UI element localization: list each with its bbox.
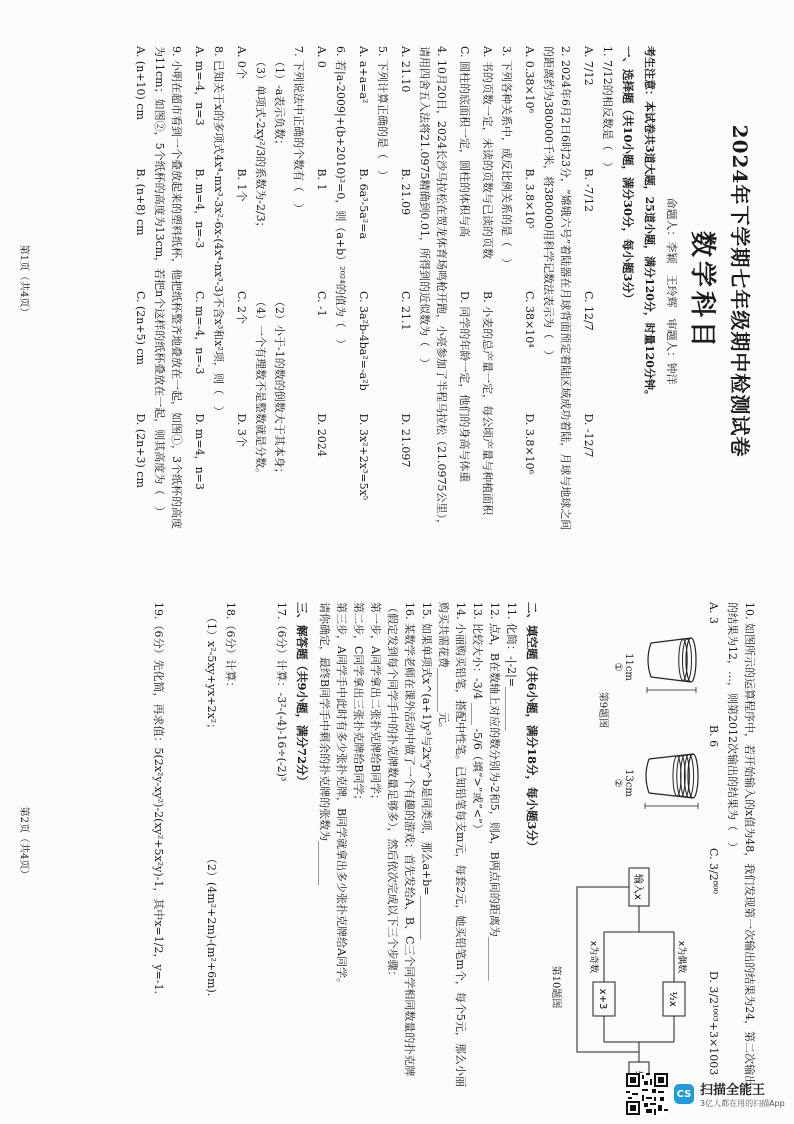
cup-figure-label-2: ② [612,778,623,788]
question-19: 19.（6分）先化简，再求值：5(2x²y-xy²)-2(xy²+5x²y)-1，其中x=1/2，y=-1. [152,602,165,995]
option-c: C. 3/2⁸⁰⁰ [707,848,720,894]
cup-height-label-2: 13cm [623,769,634,797]
question-10-options [705,602,722,1094]
option-b: B. 1 [315,168,328,191]
question-16-step-1: 第一步，A同学拿出二张扑克牌给B同学； [369,602,382,806]
question-2-options [521,46,538,536]
question-4-options [397,46,414,536]
option-a: A. 0 [315,46,328,68]
statement: （1）-a表示负数； [273,56,286,151]
question-3: 3. 下列各种关系中，成反比例关系的是（ ） [500,46,513,269]
question-10: 10. 如图所示的运算程序中，若开始输入的x值为48，我们发现第一次输出的结果为24，第二次输出的结果为12，…，则第2012次输出的结果为（ ） [726,602,756,1087]
option-a: A. 0.38×10⁶ [523,46,536,114]
option-a: A. 书的页数一定，未读的页数与已读的页数 [481,46,494,259]
question-16: 16. 某数学老师在课外活动中做了一个有趣的游戏：首先发给A、B、C三个同学相同数量的扑克牌（假定发到每个同学手中的扑克牌数量足够多），然后依次完成以下三个步骤： [386,602,416,1077]
answer-space [239,602,273,1094]
camscanner-logo-icon: CS [674,1084,694,1104]
page-2-footer: 第2页（共4页） [18,806,29,880]
question-1-options [580,46,597,536]
question-9-options [132,46,149,536]
question-2: 2. 2024年6月2日6时23分，“嫦娥六号”着陆器在月球背面预定着陆区域成功着陆，月球与地球之间的距离约为380000千米，将380000用科学记数法表示为（ ） [542,46,572,531]
question-3-options-row2 [456,46,473,536]
question-8-options [191,46,208,536]
option-d: D. -12/7 [582,413,595,458]
option-c: C. 38×10⁴ [523,291,536,348]
question-1: 1. 7/12的相反数是（ ） [601,46,614,173]
figures-row [546,602,699,1094]
figure-9-caption: 第9题图 [597,691,608,729]
option-d: D. 3.8×10⁶ [523,413,536,475]
question-14: 14. 小丽购买铅笔，搭配中性笔。已知铅笔每支m元，每套2元，她买铅笔m个，每个5元，那么小丽购买共需花费________元。 [437,602,467,1087]
option-b: B. 1个 [235,168,248,202]
exam-title: 2024年下学期七年级期中检测试卷 [728,124,752,458]
option-d: D. m=4，n=3 [193,413,206,490]
question-6-options [313,46,330,536]
question-16-ask: 请你确定，最终B同学手中剩余的扑克牌的张数为________ [318,602,331,886]
flow-half: ½x [667,991,678,1007]
option-b: B. 21.09 [399,168,412,216]
option-d: D. 2024 [315,413,328,457]
option-b: B. (n+8) cm [134,168,147,236]
exam-notice: 考生注意：本试卷共3道大题，25道小题，满分120分，时量120分钟。 [643,46,656,401]
option-a: A. (n+10) cm [134,46,147,120]
option-d: D. (2n+3) cm [134,413,147,488]
option-d: D. 同学的年龄一定，他们的身高与体重 [458,291,471,483]
page-1-footer: 第1页（共4页） [18,244,29,318]
flow-odd-label: x为奇数 [588,940,598,974]
question-5: 5. 下列计算正确的是（ ） [376,46,389,181]
question-3-options-row1 [479,46,496,536]
option-b: B. 6 [707,725,720,748]
question-6: 6. 若|a-2009|+(b+2010)²=0，则（a+b）²⁰²⁴的值为（ ） [334,46,347,350]
question-18-part-2: （2）(4m²+2m)-(m²+6m). [205,853,218,997]
flow-input: 输入x [632,874,643,900]
app-slogan: 3亿人都在用的扫描App [700,1099,785,1108]
figure-9 [593,602,699,818]
qr-code-icon [626,1073,668,1115]
cup-height-label-1: 11cm [623,653,634,681]
option-c: C. 21.1 [399,291,412,331]
cup-figure-1 [612,632,699,702]
option-b: B. 3.8×10⁵ [523,168,536,229]
figure-10-caption: 第10题图 [550,965,561,1009]
flow-plus: x+3 [597,988,608,1010]
option-a: A. 0个 [235,46,248,79]
question-18-parts [203,612,220,1094]
question-11: 11. 化简：-|-2|=________ [505,602,518,732]
question-18-part-1: （1）x²-5xy+yx+2x²； [205,612,218,735]
option-b: B. -7/12 [582,168,595,212]
question-7-statements-row2 [252,56,269,536]
cup-figure-label-1: ① [612,662,623,672]
option-a: A. 7/12 [582,46,595,86]
cup-figures [612,632,699,818]
question-8: 8. 已知关于x的多项式4x⁴-mx³-3x²-6x-(4x⁴-nx³-3)不含x³和x²项，则（ ） [212,46,225,417]
question-4: 4. 10月20日，2024长沙马拉松在贺龙体育场鸣枪开跑，小亮参加了半程马拉松（21.0975公里），请用四舍五入法将21.0975精确到0.01，所得到的近似数为（ ） [418,46,448,530]
scanner-watermark [626,1072,788,1116]
watermark-text [700,1079,785,1109]
option-a: A. 3 [707,602,720,624]
question-7: 7. 下列说法中正确的个数有（ ） [292,46,305,214]
option-d: D. 3/2¹⁰⁰³+3×1003 [707,971,720,1076]
cup-figure-2 [612,748,699,818]
stacked-cups-5-icon [637,748,699,818]
question-17: 17.（6分）计算：-3²-(-4)-16÷(-2)³ [275,602,288,782]
exam-authors: 命题人：李颖 王玲辉 审题人：钟洋 [665,197,678,385]
question-13: 13. 比较大小：-3/4 ____ -5/6（填“>”或“<”） [471,602,484,835]
statement: （4）一个有理数不是整数就是分数。 [254,296,267,479]
statement: （3）单项式-2xy²/3的系数为-2/3； [254,56,267,233]
exam-subject: 数学科目 [687,230,717,351]
option-b: B. 6a³-5a²=a [357,168,370,240]
flow-even-label: x为偶数 [676,940,686,974]
question-5-options [355,46,372,536]
option-c: C. 3a²b-4ba²=-a²b [357,291,370,391]
option-c: C. 2个 [235,291,248,325]
answer-space [167,602,201,1094]
option-a: A. m=-4，n=3 [193,46,206,126]
question-7-options [233,46,250,536]
question-15: 15. 如果单项式x^(a+1)y³与2x⁵y^b是同类项，那么a+b=________ [420,602,433,940]
option-d: D. 3x²+2x³=5x⁵ [357,413,370,501]
statement: （2）小于-1的数的倒数大于其本身； [273,296,286,479]
option-a: A. a+a=a² [357,46,370,104]
section-solve-heading: 三、解答题（共9小题，满分72分） [295,602,309,788]
section-choice-heading: 一、选择题（共10小题，满分30分，每小题3分） [621,46,635,305]
option-d: D. 21.097 [399,413,412,468]
question-16-step-2: 第二步，C同学拿出三张扑克牌给B同学； [352,602,365,806]
question-9: 9. 小明在超市看到一个叠放起来的塑料纸杯，他把纸杯整齐地叠放在一起，如图①，3个纸杯的高度为11cm；如图②，5个纸杯的高度为13cm，若把n个这样的纸杯叠放在一起，则其高度为（ ） [153,46,183,529]
stacked-cups-3-icon [637,632,699,702]
app-name: 扫描全能王 [700,1083,766,1098]
option-d: D. 3个 [235,413,248,447]
option-c: C. 12/7 [582,291,595,331]
option-b: B. m=4，n=-3 [193,168,206,249]
option-b: B. 小麦的总产量一定，每公顷产量与种植面积 [481,291,494,516]
option-c: C. (2n+5) cm [134,291,147,365]
question-16-step-3: 第三步，A同学手中此时有多少张扑克牌，B同学就拿出多少张扑克牌给A同学。 [335,602,348,989]
option-c: C. -1 [315,291,328,317]
exam-page-2 [0,562,794,1124]
option-c: C. 圆柱的底面积一定，圆柱的体积与高 [458,46,471,238]
option-a: A. 21.10 [399,46,412,93]
question-7-statements-row1 [271,56,288,536]
option-c: C. m=-4，n=-3 [193,291,206,375]
question-12: 12. 点A，B在数轴上对应的数分别为-2和5，则A，B两点间的距离为________ [488,602,501,981]
question-18: 18.（6分）计算： [224,602,237,693]
section-fill-heading: 二、填空题（共6小题，满分18分，每小题3分） [525,602,539,853]
